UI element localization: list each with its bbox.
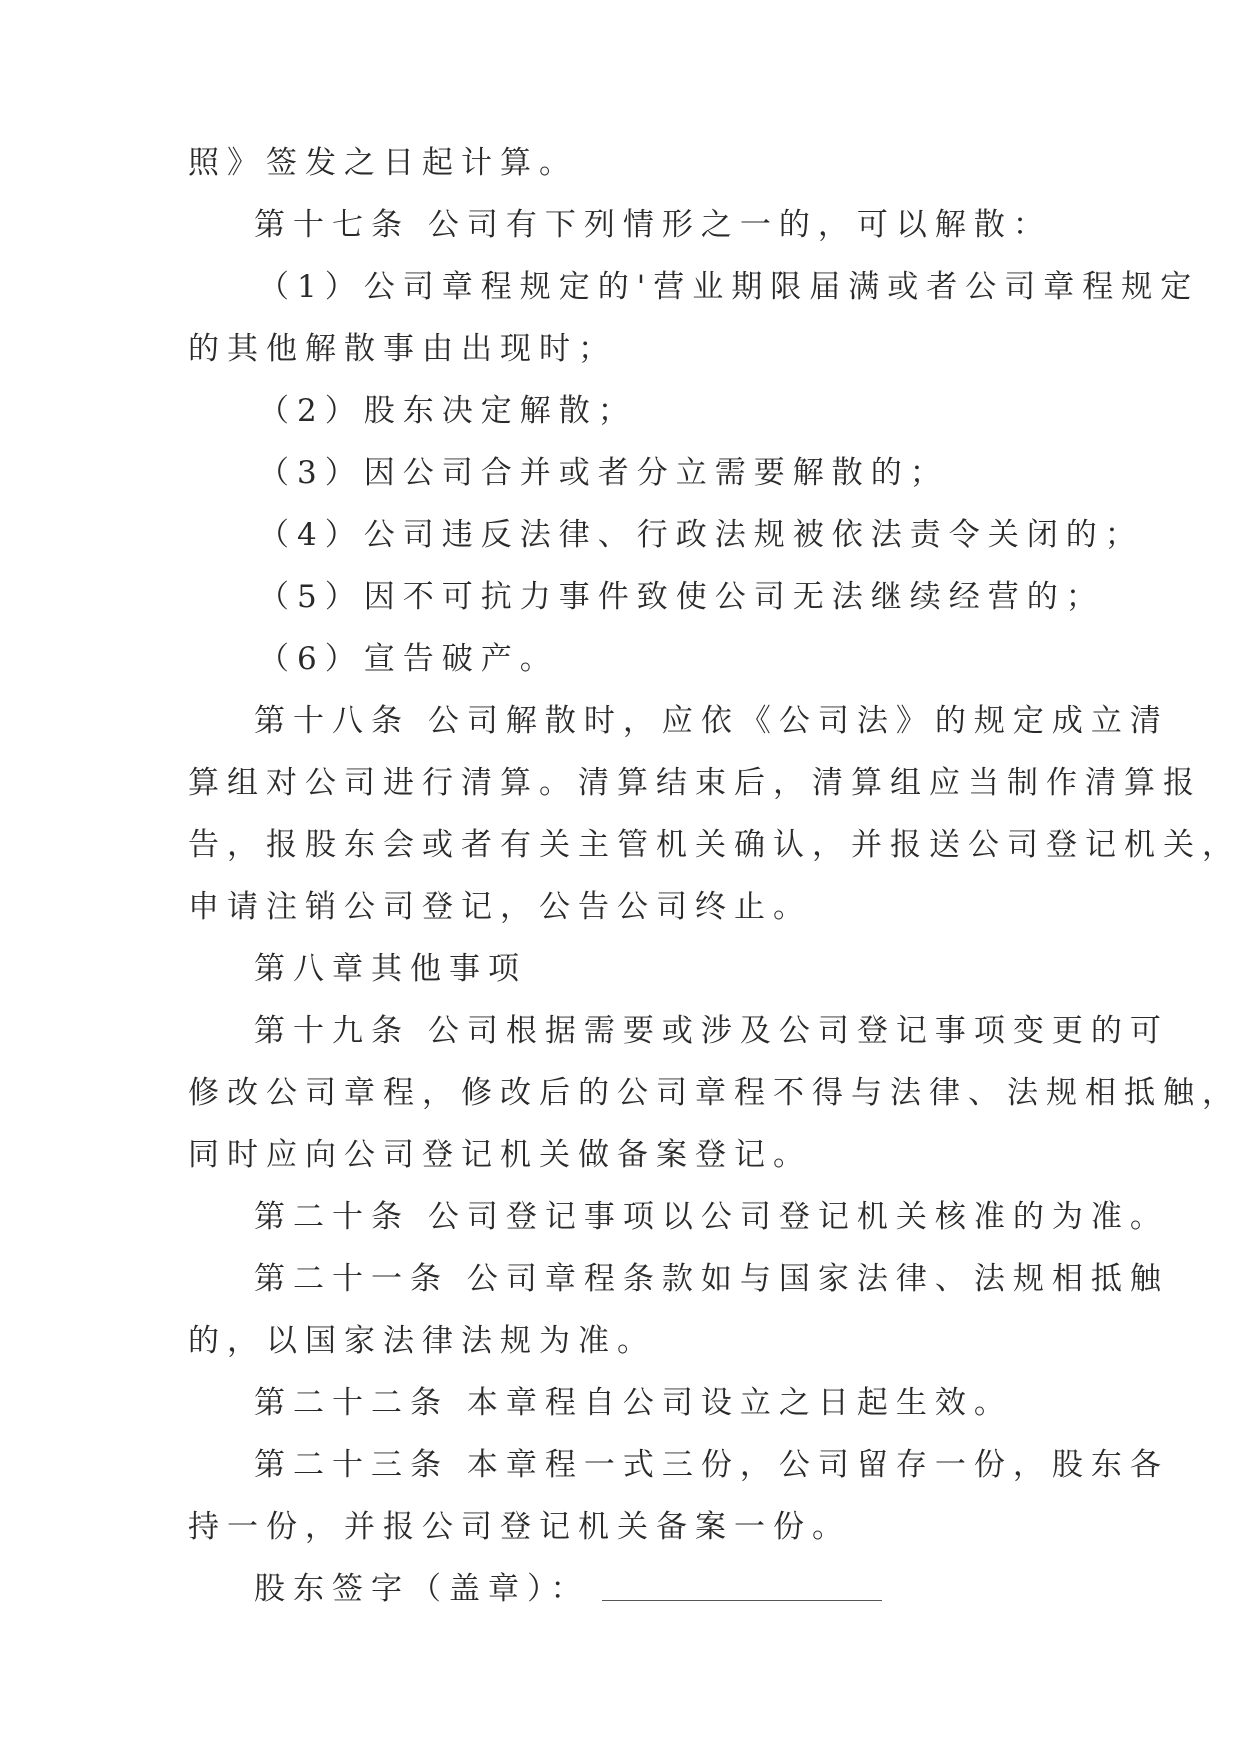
article-22-heading: 第二十二条 本章程自公司设立之日起生效。 xyxy=(254,1385,1013,1421)
list-item: （6）宣告破产。 xyxy=(258,641,559,677)
signature-blank-line xyxy=(602,1600,882,1601)
text-line: 持一份，并报公司登记机关备案一份。 xyxy=(188,1509,851,1545)
list-item: （1）公司章程规定的'营业期限届满或者公司章程规定 xyxy=(258,269,1200,305)
signature-label: 股东签字（盖章）： xyxy=(254,1571,590,1607)
article-17-heading: 第十七条 公司有下列情形之一的，可以解散： xyxy=(254,207,1052,243)
list-item: （2）股东决定解散； xyxy=(258,393,637,429)
text-line: 告，报股东会或者有关主管机关确认，并报送公司登记机关， xyxy=(188,827,1241,863)
list-item: （5）因不可抗力事件致使公司无法继续经营的； xyxy=(258,579,1105,615)
article-21-heading: 第二十一条 公司章程条款如与国家法律、法规相抵触 xyxy=(254,1261,1169,1297)
chapter-8-heading: 第八章其他事项 xyxy=(254,951,527,987)
text-line: 修改公司章程，修改后的公司章程不得与法律、法规相抵触， xyxy=(188,1075,1241,1111)
article-18-heading: 第十八条 公司解散时，应依《公司法》的规定成立清 xyxy=(254,703,1169,739)
article-19-heading: 第十九条 公司根据需要或涉及公司登记事项变更的可 xyxy=(254,1013,1169,1049)
article-23-heading: 第二十三条 本章程一式三份，公司留存一份，股东各 xyxy=(254,1447,1169,1483)
text-line: 的其他解散事由出现时； xyxy=(188,331,617,367)
article-20-heading: 第二十条 公司登记事项以公司登记机关核准的为准。 xyxy=(254,1199,1169,1235)
signature-row xyxy=(188,1558,1058,1620)
list-item: （4）公司违反法律、行政法规被依法责令关闭的； xyxy=(258,517,1144,553)
text-line: 算组对公司进行清算。清算结束后，清算组应当制作清算报 xyxy=(188,765,1202,801)
text-line: 同时应向公司登记机关做备案登记。 xyxy=(188,1137,812,1173)
text-line: 的，以国家法律法规为准。 xyxy=(188,1323,656,1359)
list-item: （3）因公司合并或者分立需要解散的； xyxy=(258,455,949,491)
text-line: 申请注销公司登记，公告公司终止。 xyxy=(188,889,812,925)
text-line: 照》签发之日起计算。 xyxy=(188,145,578,181)
document-page xyxy=(188,132,1241,1620)
